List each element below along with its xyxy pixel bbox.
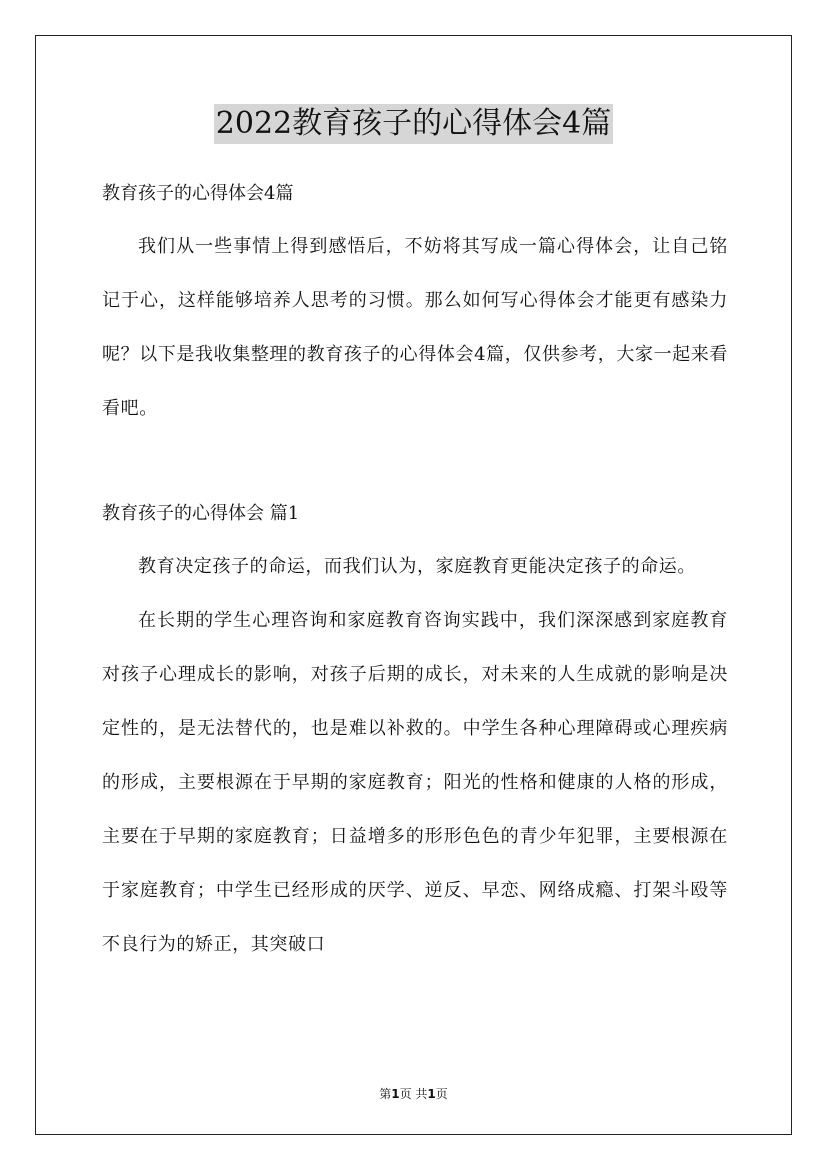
document-title: 2022教育孩子的心得体会4篇 — [214, 104, 613, 144]
section-paragraph: 教育决定孩子的命运，而我们认为，家庭教育更能决定孩子的命运。 — [138, 556, 696, 577]
section-heading: 教育孩子的心得体会 篇1 — [102, 503, 300, 524]
footer-page-current: 1 — [391, 1087, 400, 1101]
intro-paragraph: 我们从一些事情上得到感悟后，不妨将其写成一篇心得体会，让自己铭记于心，这样能够培养人思考的习惯。那么如何写心得体会才能更有感染力呢？以下是我收集整理的教育孩子的心得体会4篇，仅供参考，大家一起来看看吧。 — [102, 236, 728, 419]
page-footer — [0, 1085, 827, 1102]
document-subtitle: 教育孩子的心得体会4篇 — [102, 183, 294, 204]
section-paragraph: 在长期的学生心理咨询和家庭教育咨询实践中，我们深深感到家庭教育对孩子心理成长的影响，对孩子后期的成长，对未来的人生成就的影响是决定性的，是无法替代的，也是难以补救的。中学生各种心理障碍或心理疾病的形成，主要根源在于早期的家庭教育；阳光的性格和健康的人格的形成，主要在于早期的家庭教育；日益增多的形形色色的青少年犯罪，主要根源在于家庭教育；中学生已经形成的厌学、逆反、早恋、网络成瘾、打架斗殴等不良行为的矫正，其突破口 — [102, 610, 728, 955]
footer-prefix: 第 — [379, 1087, 392, 1101]
footer-page-total: 1 — [427, 1087, 436, 1101]
footer-mid: 页 共 — [399, 1087, 428, 1101]
footer-suffix: 页 — [435, 1087, 448, 1101]
title-wrap — [0, 104, 827, 144]
document-body — [102, 168, 728, 972]
section-spacer — [102, 436, 728, 488]
